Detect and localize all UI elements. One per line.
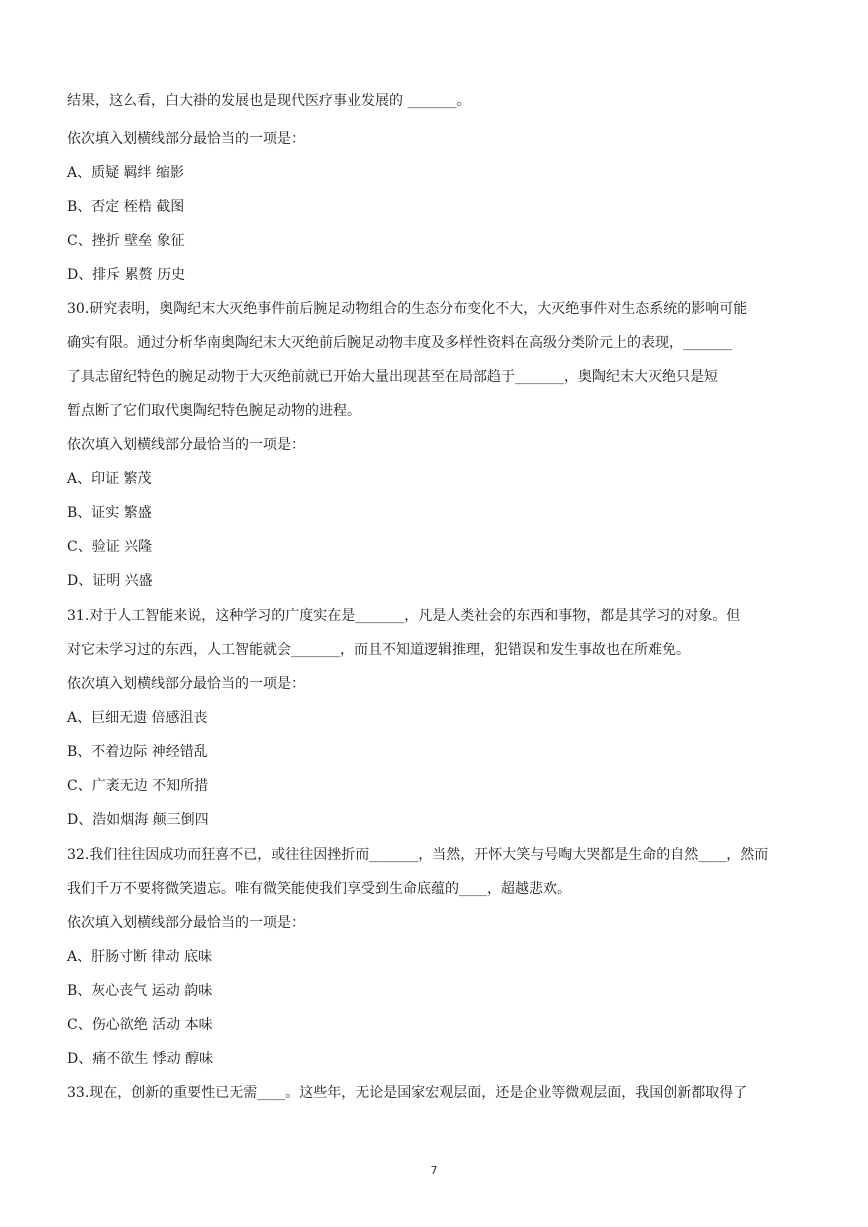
question-line: 暂点断了它们取代奥陶纪特色腕足动物的进程。: [67, 403, 361, 419]
option-line: D、痛不欲生 悸动 醇味: [67, 1051, 214, 1067]
option-line: B、否定 桎梏 截图: [67, 199, 185, 215]
question-line: 了具志留纪特色的腕足动物于大灭绝前就已开始大量出现甚至在局部趋于_______，奥陶纪末大灭绝只是短: [67, 369, 718, 385]
option-line: A、巨细无遗 倍感沮丧: [67, 710, 208, 726]
text-line: 依次填入划横线部分最恰当的一项是：: [67, 437, 305, 453]
page-number: 7: [430, 1164, 438, 1177]
option-line: D、排斥 累赘 历史: [67, 267, 186, 283]
question-line: 我们千万不要将微笑遗忘。唯有微笑能使我们享受到生命底蕴的____，超越悲欢。: [67, 881, 571, 897]
text-line: 结果，这么看，白大褂的发展也是现代医疗事业发展的 _______。: [67, 93, 471, 109]
option-line: A、印证 繁茂: [67, 471, 152, 487]
option-line: B、不着边际 神经错乱: [67, 744, 208, 760]
text-line: 依次填入划横线部分最恰当的一项是：: [67, 131, 305, 147]
option-line: D、证明 兴盛: [67, 573, 153, 589]
question-line: 33.现在，创新的重要性已无需____。这些年，无论是国家宏观层面，还是企业等微观层面，我国创新都取得了: [67, 1085, 748, 1101]
option-line: B、灰心丧气 运动 韵味: [67, 983, 213, 999]
option-line: A、质疑 羁绊 缩影: [67, 165, 185, 181]
option-line: C、挫折 壁垒 象征: [67, 233, 185, 249]
text-line: 依次填入划横线部分最恰当的一项是：: [67, 676, 305, 692]
option-line: C、伤心欲绝 活动 本味: [67, 1017, 213, 1033]
text-line: 依次填入划横线部分最恰当的一项是：: [67, 915, 305, 931]
question-line: 31.对于人工智能来说，这种学习的广度实在是_______，凡是人类社会的东西和事物，都是其学习的对象。但: [67, 608, 741, 624]
question-line: 30.研究表明，奥陶纪末大灭绝事件前后腕足动物组合的生态分布变化不大，大灭绝事件对生态系统的影响可能: [67, 301, 748, 317]
question-line: 对它未学习过的东西，人工智能就会_______，而且不知道逻辑推理，犯错误和发生事故也在所难免。: [67, 642, 690, 658]
option-line: C、广袤无边 不知所措: [67, 778, 209, 794]
option-line: B、证实 繁盛: [67, 505, 152, 521]
option-line: C、验证 兴隆: [67, 539, 153, 555]
option-line: A、肝肠寸断 律动 底味: [67, 949, 213, 965]
question-line: 确实有限。通过分析华南奥陶纪末大灭绝前后腕足动物丰度及多样性资料在高级分类阶元上的表现，_______: [67, 335, 732, 351]
question-line: 32.我们往往因成功而狂喜不已，或往往因挫折而_______，当然，开怀大笑与号啕大哭都是生命的自然____，然而: [67, 847, 769, 863]
option-line: D、浩如烟海 颠三倒四: [67, 812, 209, 828]
